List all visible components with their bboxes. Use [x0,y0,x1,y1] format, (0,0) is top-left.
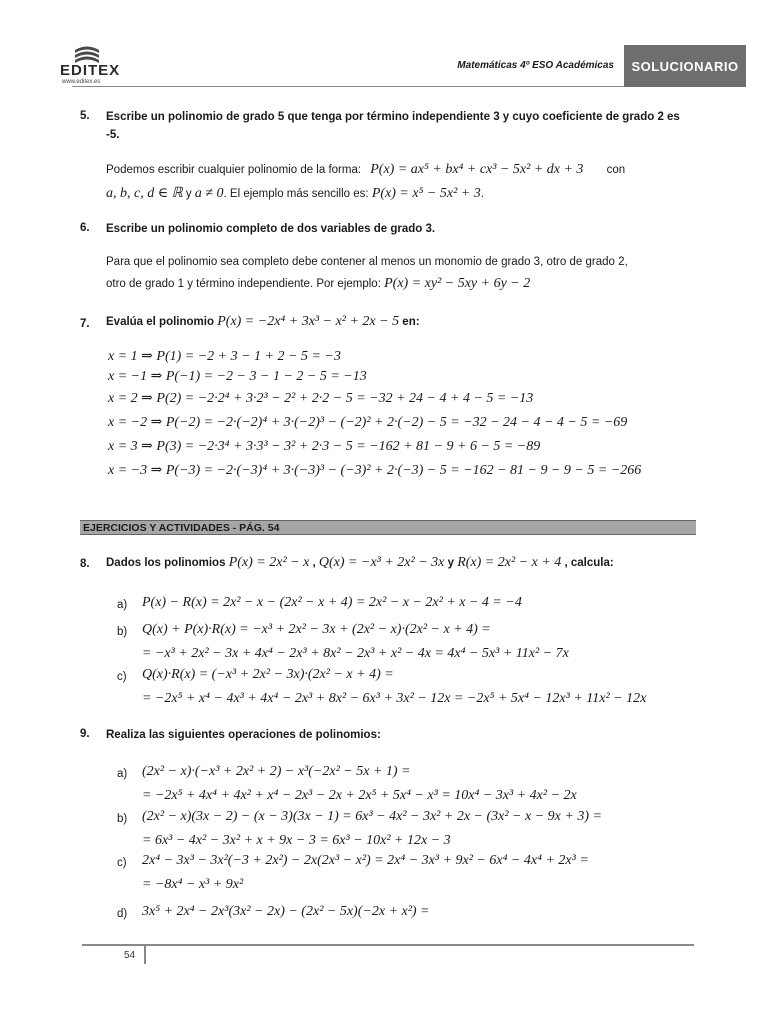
q9-b-solution-line2: = 6x³ − 4x² − 3x² + x + 9x − 3 = 6x³ − 10x² + 12x − 3 [142,833,451,848]
q7-eval-line: x = −3 ⇒ P(−3) = −2·(−3)⁴ + 3·(−3)³ − (−3)² + 2·(−3) − 5 = −162 − 81 − 9 − 9 − 5 = −266 [108,463,642,478]
q9-d-label: d) [117,908,128,920]
q8-c-solution-line1: Q(x)·R(x) = (−x³ + 2x² − 3x)·(2x² − x + 4) = [142,667,394,682]
solucionario-badge: SOLUCIONARIO [624,45,746,87]
q9-d-solution-line1: 3x⁵ + 2x⁴ − 2x³(3x² − 2x) − (2x² − 5x)(−2x + x²) = [142,904,430,919]
footer-divider [82,944,694,946]
q6-example-polynomial: P(x) = xy² − 5xy + 6y − 2 [384,276,531,291]
q9-statement: Realiza las siguientes operaciones de polinomios: [106,729,381,741]
q7-number: 7. [80,318,90,330]
q6-statement: Escribe un polinomio completo de dos variables de grado 3. [106,223,436,235]
course-title: Matemáticas 4º ESO Académicas [457,60,614,71]
q7-statement [106,310,696,334]
q8-r-polynomial: R(x) = 2x² − x + 4 [457,555,562,570]
q5-line2-end: . [480,188,484,200]
q9-a-solution-line2: = −2x⁵ + 4x⁴ + 4x² + x⁴ − 2x³ − 2x + 2x⁵ + 5x⁴ − x³ = 10x⁴ − 3x³ + 4x² − 2x [142,788,577,803]
editex-logo-text: EDITEX [60,62,121,79]
q5-line1-text: Podemos escribir cualquier polinomio de la forma: [106,164,362,176]
q8-statement [106,551,696,575]
q5-simplest-example: P(x) = x⁵ − 5x² + 3 [371,186,481,201]
q9-c-solution-line2: = −8x⁴ − x³ + 9x² [142,877,244,892]
q5-answer-line1 [106,158,696,182]
q6-answer-line1: Para que el polinomio sea completo debe contener al menos un monomio de grado 3, otro de grado 2, [106,256,628,268]
q5-coefficients-real: a, b, c, d ∈ ℝ [106,186,183,201]
q7-eval-line: x = −2 ⇒ P(−2) = −2·(−2)⁴ + 3·(−2)³ − (−2)² + 2·(−2) − 5 = −32 − 24 − 4 − 4 − 5 = −69 [108,415,628,430]
q5-y: y [185,188,192,200]
q8-c-label: c) [117,671,127,683]
q6-line2-text: otro de grado 1 y término independiente. Por ejemplo: [106,278,381,290]
q6-number: 6. [80,222,90,234]
page-number: 54 [124,950,136,961]
q9-a-label: a) [117,768,128,780]
q5-statement: Escribe un polinomio de grado 5 que tenga por término independiente 3 y cuyo coeficiente de grado 2 es -5. [106,111,680,141]
q8-c-solution-line2: = −2x⁵ + x⁴ − 4x³ + 4x⁴ − 2x³ + 8x² − 6x³ + 3x² − 12x = −2x⁵ + 5x⁴ − 12x³ + 11x² − 12x [142,691,647,706]
q9-c-solution-line1: 2x⁴ − 3x³ − 3x²(−3 + 2x²) − 2x(2x³ − x²) = 2x⁴ − 3x³ + 9x² − 6x⁴ − 4x⁴ + 2x³ = [142,853,589,868]
q7-eval-line: x = 1 ⇒ P(1) = −2 + 3 − 1 + 2 − 5 = −3 [108,349,341,364]
section-heading: EJERCICIOS Y ACTIVIDADES - PÁG. 54 [80,520,696,535]
q5-general-polynomial: P(x) = ax⁵ + bx⁴ + cx³ − 5x² + dx + 3 [370,162,584,177]
q5-a-nonzero: a ≠ 0 [194,186,224,201]
q7-text-after: en: [402,316,420,328]
q8-y: y [447,557,454,569]
q5-answer-line2 [106,182,696,206]
q8-number: 8. [80,558,90,570]
q5-line2-text: . El ejemplo más sencillo es: [223,188,369,200]
q8-a-solution: P(x) − R(x) = 2x² − x − (2x² − x + 4) = 2x² − x − 2x² + x − 4 = −4 [142,595,522,610]
footer-page-separator [144,944,146,964]
q8-b-solution-line1: Q(x) + P(x)·R(x) = −x³ + 2x² − 3x + (2x² − x)·(2x² − x + 4) = [142,622,491,637]
q8-comma: , [312,557,316,569]
q7-polynomial: P(x) = −2x⁴ + 3x³ − x² + 2x − 5 [217,314,400,329]
q7-text-before: Evalúa el polinomio [106,316,214,328]
q8-b-label: b) [117,626,128,638]
q6-answer-line2 [106,272,696,296]
q9-b-label: b) [117,813,128,825]
q7-eval-line: x = 2 ⇒ P(2) = −2·2⁴ + 3·2³ − 2² + 2·2 − 5 = −32 + 24 − 4 + 4 − 5 = −13 [108,391,534,406]
q7-eval-line: x = 3 ⇒ P(3) = −2·3⁴ + 3·3³ − 3² + 2·3 − 5 = −162 + 81 − 9 + 6 − 5 = −89 [108,439,541,454]
q5-number: 5. [80,110,90,122]
editex-logo-url: www.editex.es [62,79,101,85]
header-divider [72,86,624,87]
q9-c-label: c) [117,857,127,869]
q8-b-solution-line2: = −x³ + 2x² − 3x + 4x⁴ − 2x³ + 8x² − 2x³ + x² − 4x = 4x⁴ − 5x³ + 11x² − 7x [142,646,569,661]
q9-a-solution-line1: (2x² − x)·(−x³ + 2x² + 2) − x³(−2x² − 5x + 1) = [142,764,411,779]
q5-line1-end: con [606,164,626,176]
q9-b-solution-line1: (2x² − x)(3x − 2) − (x − 3)(3x − 1) = 6x³ − 4x² − 3x² + 2x − (3x² − x − 9x + 3) = [142,809,602,824]
q9-number: 9. [80,728,90,740]
q8-q-polynomial: Q(x) = −x³ + 2x² − 3x [318,555,445,570]
q8-a-label: a) [117,599,128,611]
q7-eval-line: x = −1 ⇒ P(−1) = −2 − 3 − 1 − 2 − 5 = −13 [108,369,367,384]
q8-text-after: , calcula: [564,557,614,569]
q8-text-before: Dados los polinomios [106,557,226,569]
q8-p-polynomial: P(x) = 2x² − x [228,555,310,570]
